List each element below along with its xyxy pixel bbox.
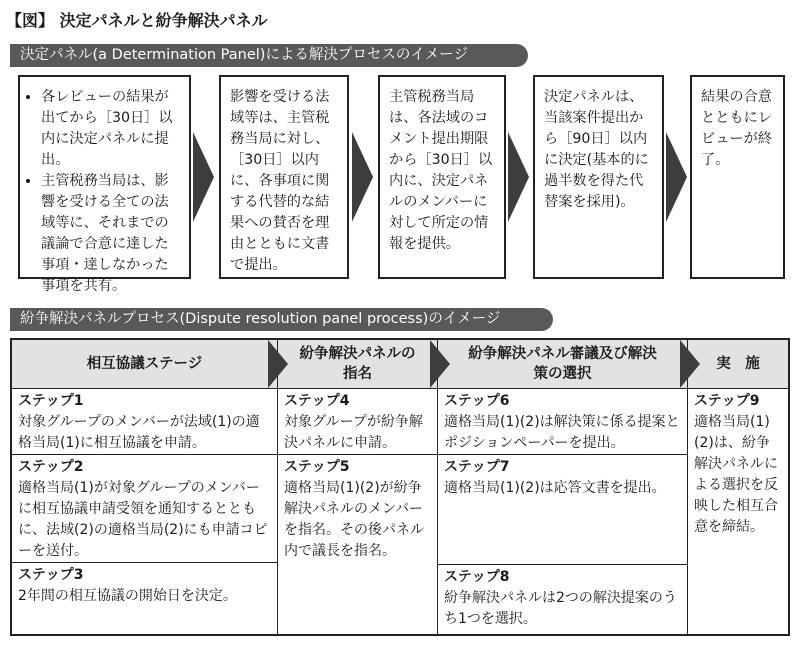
step-text: 適格当局(1)(2)が紛争解決パネルのメンバーを指名。その後パネル内で議長を指名。 — [284, 480, 424, 559]
dispute-banner: 紛争解決パネルプロセス(Dispute resolution panel process)のイメージ — [10, 308, 553, 331]
step-title: ステップ4 — [284, 393, 350, 409]
step-text: 適格当局(1)(2)は応答文書を提出。 — [444, 480, 666, 496]
step-text: 適格当局(1)が対象グループのメンバーに相互協議申請受領を通知するとともに、法域(2)の適格当局(2)にも申請コピーを送付。 — [18, 480, 268, 559]
flow-box-2 — [219, 75, 349, 279]
flow-box-1-list — [29, 87, 180, 297]
determination-banner: 決定パネル(a Determination Panel)による解決プロセスのイメージ — [10, 44, 528, 67]
flow-box-5-text: 結果の合意とともにレビューが終了。 — [701, 89, 772, 168]
step-cell-5 — [278, 454, 437, 634]
step-title: ステップ5 — [284, 459, 350, 475]
figure-title: 【図】 決定パネルと紛争解決パネル — [6, 11, 268, 30]
flow-box-2-text: 影響を受ける法域等は、主管税務当局に対し、［30日］以内に、各事項に関する代替的な結果への賛否を理由とともに文書で提出。 — [230, 89, 330, 273]
step-cell-2 — [12, 454, 277, 562]
stage-arrow-icon — [268, 340, 288, 388]
stage-header-label: 紛争解決パネル審議及び解決策の選択 — [468, 346, 657, 382]
flow-box-4-text: 決定パネルは、当該案件提出から［90日］以内に決定(基本的に過半数を得た代替案を採用)。 — [544, 89, 649, 210]
step-text: 対象グループが紛争解決パネルに申請。 — [284, 414, 423, 451]
step-title: ステップ7 — [444, 459, 510, 475]
stage-header-label: 相互協議ステージ — [86, 356, 203, 372]
flow-box-4 — [533, 75, 664, 279]
step-cell-4 — [278, 388, 437, 454]
step-cell-7 — [438, 454, 687, 564]
stage-arrow-icon — [680, 340, 700, 388]
stage-column-1 — [12, 388, 278, 634]
flow-arrow-icon — [666, 132, 687, 222]
step-text: 紛争解決パネルは2つの解決提案のうち1つを選択。 — [444, 590, 677, 627]
step-title: ステップ2 — [18, 459, 84, 475]
stage-header-1 — [12, 340, 278, 388]
stage-column-3 — [438, 388, 688, 634]
stage-column-2 — [278, 388, 438, 634]
step-text: 適格当局(1)(2)は解決策に係る提案とポジションペーパーを提出。 — [444, 414, 680, 451]
flow-box-5 — [690, 75, 785, 279]
step-title: ステップ1 — [18, 393, 84, 409]
flow-box-1-item: • 各レビューの結果が出てから［30日］以内に決定パネルに提出。 — [41, 87, 180, 171]
stage-header-3 — [438, 340, 688, 388]
step-title: ステップ8 — [444, 569, 510, 585]
stage-header-4 — [688, 340, 788, 388]
stage-arrow-icon — [430, 340, 450, 388]
stage-header-label: 実 施 — [716, 356, 760, 372]
step-title: ステップ3 — [18, 567, 84, 583]
flow-box-1 — [18, 75, 191, 294]
flow-arrow-icon — [193, 132, 214, 222]
step-text: 適格当局(1)(2)は、紛争解決パネルによる選択を反映した相互合意を締結。 — [694, 414, 778, 535]
stage-header-label: 紛争解決パネルの指名 — [299, 346, 416, 382]
flow-box-1-item: • 主管税務当局は、影響を受ける全ての法域等に、それまでの議論で合意に達した事項・達しなかった事項を共有。 — [41, 171, 180, 297]
step-cell-3 — [12, 562, 277, 634]
step-text: 2年間の相互協議の開始日を決定。 — [18, 588, 237, 604]
flow-box-3-text: 主管税務当局は、各法域のコメント提出期限から［30日］以内に、決定パネルのメンバーに対して所定の情報を提供。 — [389, 89, 493, 252]
step-title: ステップ9 — [694, 393, 760, 409]
step-cell-6 — [438, 388, 687, 454]
step-cell-8 — [438, 564, 687, 634]
step-text: 対象グループのメンバーが法域(1)の適格当局(1)に相互協議を申請。 — [18, 414, 260, 451]
step-title: ステップ6 — [444, 393, 510, 409]
stage-header-2 — [278, 340, 438, 388]
step-cell-9 — [688, 388, 788, 634]
flow-arrow-icon — [508, 132, 529, 222]
flow-arrow-icon — [352, 132, 373, 222]
step-cell-1 — [12, 388, 277, 454]
flow-box-3 — [378, 75, 506, 279]
stage-column-4 — [688, 388, 788, 634]
dispute-process-table — [10, 338, 790, 636]
